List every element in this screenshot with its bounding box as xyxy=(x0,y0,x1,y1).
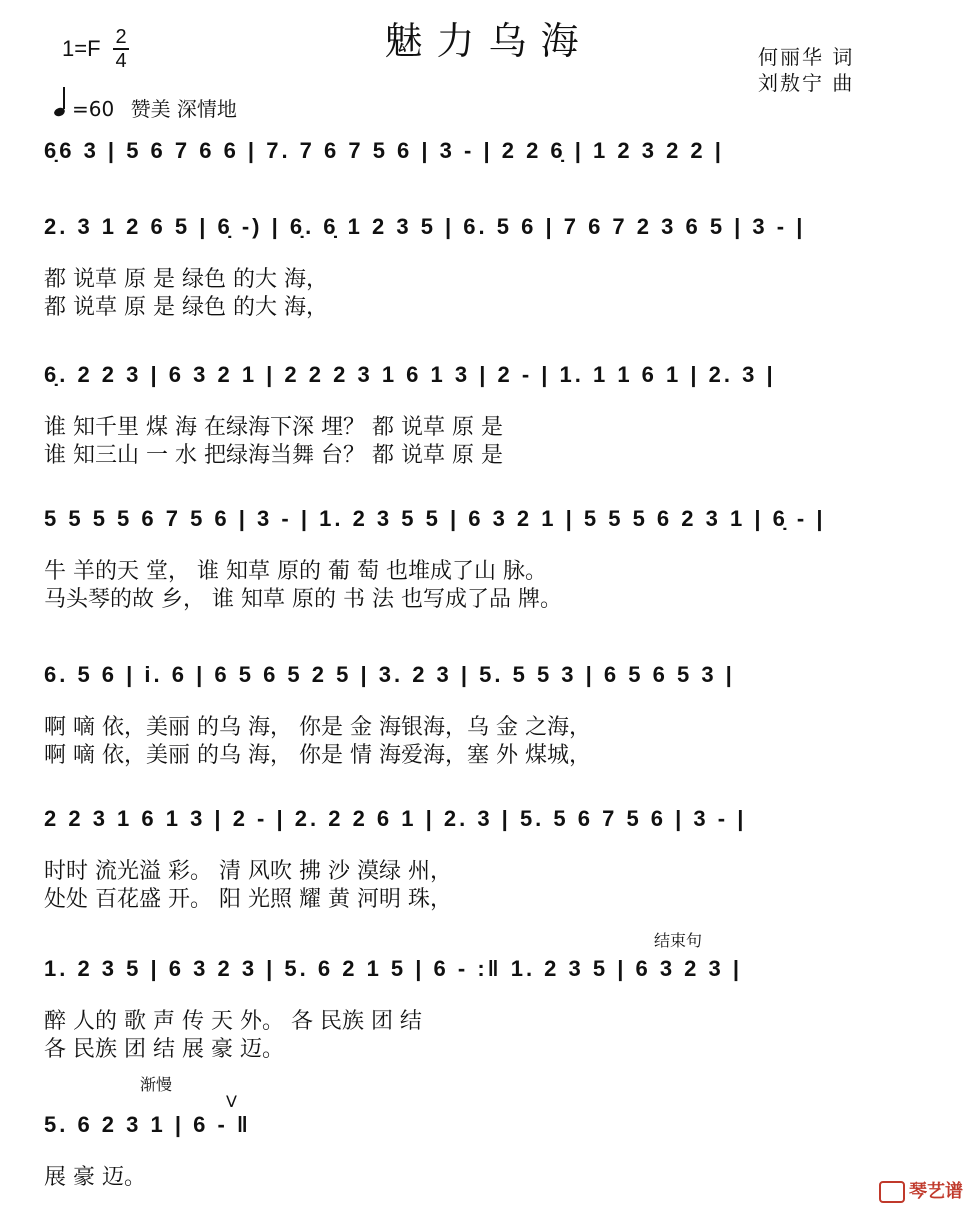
composer-credit: 刘敖宁 曲 xyxy=(758,71,855,95)
lyric-line-3-1: 谁 知千里 煤 海 在绿海下深 埋？ 都 说草 原 是 xyxy=(44,415,503,440)
notation-line-2: 2. 3 1 2 6 5 | 6̣ -) | 6̣. 6̣ 1 2 3 5 | 6. 5 6 | 7 6 7 2 3 6 5 | 3 - | xyxy=(44,214,806,239)
time-signature xyxy=(112,26,130,72)
lyric-line-6-2: 处处 百花盛 开。 阳 光照 耀 黄 河明 珠， xyxy=(44,887,452,912)
ending-label: 结束句 xyxy=(654,931,703,950)
lyric-line-2-1: 都 说草 原 是 绿色 的大 海， xyxy=(44,267,328,292)
lyric-line-4-2: 马头琴的故 乡， 谁 知草 原的 书 法 也写成了品 牌。 xyxy=(44,587,562,612)
lyric-line-2-2: 都 说草 原 是 绿色 的大 海， xyxy=(44,295,328,320)
breath-mark: V xyxy=(226,1092,237,1111)
lyric-line-7-2: 各 民族 团 结 展 豪 迈。 xyxy=(44,1037,284,1062)
logo-icon xyxy=(879,1181,905,1203)
watermark-text: 琴艺谱 xyxy=(909,1181,963,1202)
expression-marking: 赞美 深情地 xyxy=(130,97,237,121)
notation-line-7: 1. 2 3 5 | 6 3 2 3 | 5. 6 2 1 5 | 6 - :‖ 1. 2 3 5 | 6 3 2 3 | xyxy=(44,956,743,981)
tempo-value: =60 xyxy=(72,97,115,121)
notation-line-3: 6̣. 2 2 3 | 6 3 2 1 | 2 2 2 3 1 6 1 3 | 2 - | 1. 1 1 6 1 | 2. 3 | xyxy=(44,362,776,387)
ritardando-label: 渐慢 xyxy=(140,1075,173,1094)
time-signature-bottom: 4 xyxy=(115,50,127,72)
lyric-line-6-1: 时时 流光溢 彩。 清 风吹 拂 沙 漠绿 州， xyxy=(44,859,452,884)
notation-line-4: 5 5 5 5 6 7 5 6 | 3 - | 1. 2 3 5 5 | 6 3 2 1 | 5 5 5 6 2 3 1 | 6̣ - | xyxy=(44,506,826,531)
song-title: 魅力乌海 xyxy=(384,19,593,63)
notation-line-8: 5. 6 2 3 1 | 6 - ‖ xyxy=(44,1112,251,1137)
notation-line-6: 2 2 3 1 6 1 3 | 2 - | 2. 2 2 6 1 | 2. 3 | 5. 5 6 7 5 6 | 3 - | xyxy=(44,806,747,831)
lyric-line-8-1: 展 豪 迈。 xyxy=(44,1165,146,1190)
watermark xyxy=(879,1177,963,1203)
lyric-line-5-1: 啊 嘀 依，美丽 的乌 海， 你是 金 海银海，乌 金 之海， xyxy=(44,715,591,740)
time-signature-top: 2 xyxy=(115,26,127,48)
key-signature: 1=F xyxy=(62,36,101,61)
notation-line-1: 6̣6 3 | 5 6 7 6 6 | 7. 7 6 7 5 6 | 3 - | 2 2 6̣ | 1 2 3 2 2 | xyxy=(44,138,724,163)
tempo-marking xyxy=(72,93,237,122)
quarter-note-icon xyxy=(56,93,70,117)
lyric-line-5-2: 啊 嘀 依，美丽 的乌 海， 你是 情 海爱海，塞 外 煤城， xyxy=(44,743,591,768)
lyric-line-3-2: 谁 知三山 一 水 把绿海当舞 台？ 都 说草 原 是 xyxy=(44,443,503,468)
lyricist-credit: 何丽华 词 xyxy=(758,45,855,69)
lyric-line-4-1: 牛 羊的天 堂， 谁 知草 原的 葡 萄 也堆成了山 脉。 xyxy=(44,559,547,584)
lyric-line-7-1: 醉 人的 歌 声 传 天 外。 各 民族 团 结 xyxy=(44,1009,422,1034)
notation-line-5: 6. 5 6 | i. 6 | 6 5 6 5 2 5 | 3. 2 3 | 5. 5 5 3 | 6 5 6 5 3 | xyxy=(44,662,735,687)
